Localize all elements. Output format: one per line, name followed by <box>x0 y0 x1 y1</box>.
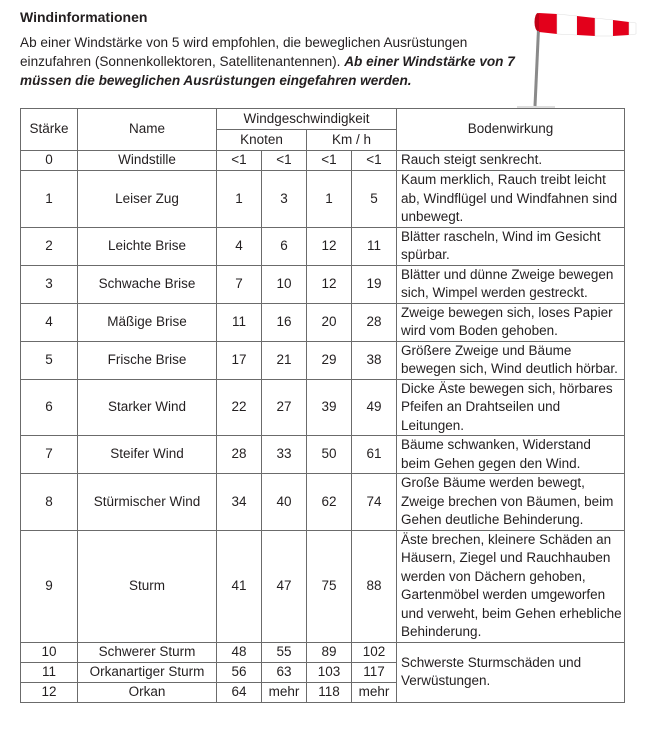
cell-kmh-from: 39 <box>307 379 352 436</box>
table-row <box>21 227 625 265</box>
cell-kmh-to: 88 <box>352 530 397 642</box>
cell-knots-from: <1 <box>217 151 262 171</box>
cell-strength: 3 <box>21 265 78 303</box>
cell-kmh-to: 61 <box>352 436 397 474</box>
cell-kmh-to: 11 <box>352 227 397 265</box>
cell-kmh-to: 38 <box>352 341 397 379</box>
table-row <box>21 530 625 642</box>
cell-knots-to: 55 <box>262 642 307 662</box>
cell-name: Orkan <box>78 682 217 702</box>
intro-text <box>20 33 515 90</box>
cell-strength: 5 <box>21 341 78 379</box>
cell-name: Sturm <box>78 530 217 642</box>
cell-kmh-from: 20 <box>307 303 352 341</box>
cell-knots-to: 63 <box>262 662 307 682</box>
cell-kmh-to: 49 <box>352 379 397 436</box>
cell-knots-from: 11 <box>217 303 262 341</box>
cell-name: Schwache Brise <box>78 265 217 303</box>
cell-knots-to: mehr <box>262 682 307 702</box>
page-title: Windinformationen <box>20 9 148 25</box>
cell-knots-to: 33 <box>262 436 307 474</box>
cell-effect: Blätter rascheln, Wind im Gesicht spürbar. <box>397 227 625 265</box>
cell-effect: Dicke Äste bewegen sich, hörbares Pfeifen an Drahtseilen und Leitungen. <box>397 379 625 436</box>
cell-knots-from: 1 <box>217 171 262 228</box>
cell-strength: 8 <box>21 474 78 531</box>
cell-knots-to: 6 <box>262 227 307 265</box>
cell-effect: Zweige bewegen sich, loses Papier wird vom Boden gehoben. <box>397 303 625 341</box>
table-row <box>21 151 625 171</box>
intro-normal: Ab einer Windstärke von 5 wird empfohlen, die beweglichen Ausrüstungen einzufahren (Sonnenkollektoren, Satellitenantennen). <box>20 35 468 69</box>
cell-strength: 6 <box>21 379 78 436</box>
table-row <box>21 303 625 341</box>
cell-knots-from: 64 <box>217 682 262 702</box>
cell-knots-to: 16 <box>262 303 307 341</box>
header-effect: Bodenwirkung <box>397 109 625 151</box>
cell-knots-from: 48 <box>217 642 262 662</box>
cell-kmh-to: 74 <box>352 474 397 531</box>
table-row <box>21 265 625 303</box>
cell-knots-to: 21 <box>262 341 307 379</box>
cell-effect: Äste brechen, kleinere Schäden an Häusern, Ziegel und Rauchhauben werden von Dächern gehoben, Gartenmöbel werden umgeworfen und verweht, beim Gehen erhebliche Behinderung. <box>397 530 625 642</box>
table-row <box>21 171 625 228</box>
cell-kmh-from: 89 <box>307 642 352 662</box>
cell-knots-from: 56 <box>217 662 262 682</box>
table-row <box>21 379 625 436</box>
wind-table <box>20 108 625 703</box>
cell-knots-to: 47 <box>262 530 307 642</box>
cell-name: Frische Brise <box>78 341 217 379</box>
cell-kmh-to: <1 <box>352 151 397 171</box>
cell-strength: 7 <box>21 436 78 474</box>
cell-knots-from: 7 <box>217 265 262 303</box>
header-knots: Knoten <box>217 130 307 151</box>
cell-strength: 11 <box>21 662 78 682</box>
cell-kmh-from: 50 <box>307 436 352 474</box>
cell-strength: 12 <box>21 682 78 702</box>
cell-strength: 0 <box>21 151 78 171</box>
windsock-icon <box>515 4 640 110</box>
cell-kmh-from: 12 <box>307 227 352 265</box>
cell-effect: Größere Zweige und Bäume bewegen sich, Wind deutlich hörbar. <box>397 341 625 379</box>
intro-bold: Ab einer Windstärke von 7 müssen die beweglichen Ausrüstungen eingefahren werden. <box>20 54 515 88</box>
cell-strength: 1 <box>21 171 78 228</box>
header-strength: Stärke <box>21 109 78 151</box>
cell-kmh-to: mehr <box>352 682 397 702</box>
cell-strength: 10 <box>21 642 78 662</box>
header-speed: Windgeschwindigkeit <box>217 109 397 130</box>
cell-knots-from: 22 <box>217 379 262 436</box>
cell-effect: Bäume schwanken, Widerstand beim Gehen gegen den Wind. <box>397 436 625 474</box>
cell-kmh-to: 5 <box>352 171 397 228</box>
header-name: Name <box>78 109 217 151</box>
cell-effect-merged: Schwerste Sturmschäden und Verwüstungen. <box>397 642 625 702</box>
cell-name: Schwerer Sturm <box>78 642 217 662</box>
cell-kmh-from: 1 <box>307 171 352 228</box>
table-row <box>21 474 625 531</box>
cell-knots-from: 4 <box>217 227 262 265</box>
cell-kmh-to: 102 <box>352 642 397 662</box>
cell-kmh-from: <1 <box>307 151 352 171</box>
cell-name: Windstille <box>78 151 217 171</box>
cell-name: Starker Wind <box>78 379 217 436</box>
cell-knots-from: 28 <box>217 436 262 474</box>
cell-knots-to: 10 <box>262 265 307 303</box>
cell-effect: Rauch steigt senkrecht. <box>397 151 625 171</box>
table-row <box>21 642 625 662</box>
cell-kmh-from: 12 <box>307 265 352 303</box>
cell-effect: Große Bäume werden bewegt, Zweige brechen von Bäumen, beim Gehen deutliche Behinderung. <box>397 474 625 531</box>
table-row <box>21 341 625 379</box>
table-row <box>21 436 625 474</box>
cell-name: Leichte Brise <box>78 227 217 265</box>
cell-kmh-to: 28 <box>352 303 397 341</box>
cell-kmh-to: 117 <box>352 662 397 682</box>
cell-name: Mäßige Brise <box>78 303 217 341</box>
cell-name: Orkanartiger Sturm <box>78 662 217 682</box>
cell-kmh-from: 103 <box>307 662 352 682</box>
cell-kmh-to: 19 <box>352 265 397 303</box>
cell-strength: 4 <box>21 303 78 341</box>
cell-effect: Kaum merklich, Rauch treibt leicht ab, Windflügel und Windfahnen sind unbewegt. <box>397 171 625 228</box>
cell-strength: 2 <box>21 227 78 265</box>
cell-strength: 9 <box>21 530 78 642</box>
cell-knots-to: 27 <box>262 379 307 436</box>
header-kmh: Km / h <box>307 130 397 151</box>
cell-knots-to: <1 <box>262 151 307 171</box>
cell-knots-to: 3 <box>262 171 307 228</box>
cell-kmh-from: 62 <box>307 474 352 531</box>
cell-knots-from: 17 <box>217 341 262 379</box>
cell-knots-from: 41 <box>217 530 262 642</box>
cell-knots-to: 40 <box>262 474 307 531</box>
cell-kmh-from: 29 <box>307 341 352 379</box>
cell-kmh-from: 75 <box>307 530 352 642</box>
cell-name: Steifer Wind <box>78 436 217 474</box>
cell-knots-from: 34 <box>217 474 262 531</box>
cell-effect: Blätter und dünne Zweige bewegen sich, Wimpel werden gestreckt. <box>397 265 625 303</box>
cell-name: Leiser Zug <box>78 171 217 228</box>
cell-name: Stürmischer Wind <box>78 474 217 531</box>
cell-kmh-from: 118 <box>307 682 352 702</box>
